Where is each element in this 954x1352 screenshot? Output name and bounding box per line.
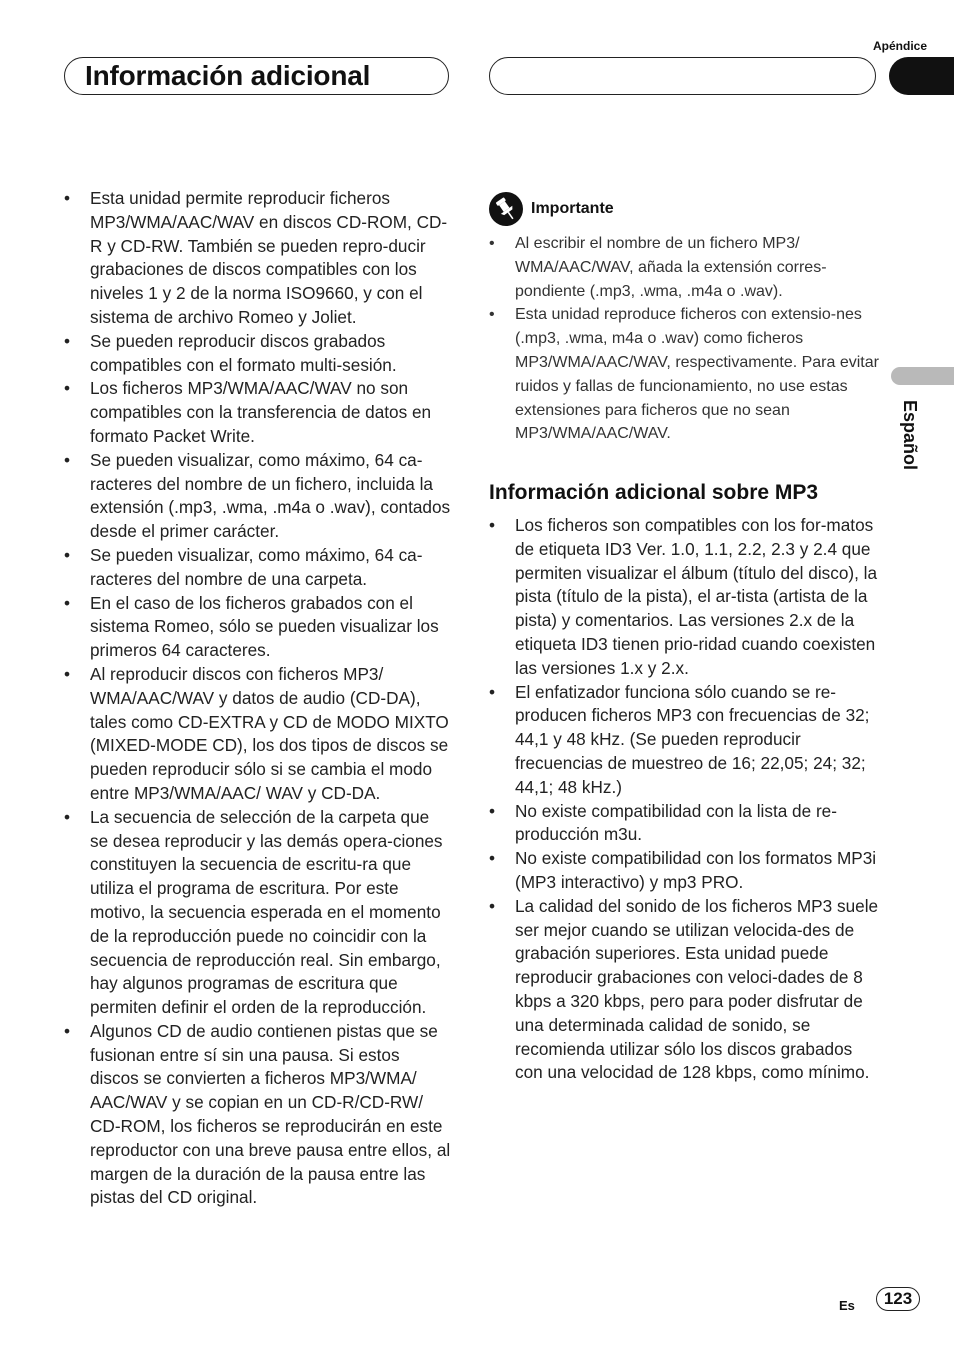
language-label: Español [900, 400, 920, 471]
section-label: Apéndice [872, 39, 927, 53]
list-item: • No existe compatibilidad con los formatos MP3i (MP3 interactivo) y mp3 PRO. [489, 847, 881, 895]
list-item: • Se pueden visualizar, como máximo, 64 ca-racteres del nombre de un fichero, incluida la extensión (.mp3, .wma, .m4a o .wav), contados desde el primer carácter. [64, 449, 452, 544]
mp3-bullet-list [489, 514, 881, 1085]
list-item: • Los ficheros MP3/WMA/AAC/WAV no son compatibles con la transferencia de datos en formato Packet Write. [64, 377, 452, 448]
header-empty-frame [489, 57, 876, 95]
important-notes [489, 232, 879, 446]
list-item: • El enfatizador funciona sólo cuando se re-producen ficheros MP3 con frecuencias de 32; 44,1 y 48 kHz. (Se pueden reproducir frecuencias de muestreo de 16; 22,05; 24; 32; 44,1; 48 kHz.) [489, 681, 881, 800]
list-item: • Al reproducir discos con ficheros MP3/ WMA/AAC/WAV y datos de audio (CD-DA), tales como CD-EXTRA y CD de MODO MIXTO (MIXED-MODE CD), los dos tipos de discos se pueden reproducir sólo si se cambia el modo entre MP3/WMA/AAC/ WAV y CD-DA. [64, 663, 452, 806]
list-item: • Esta unidad reproduce ficheros con extensio-nes (.mp3, .wma, m4a o .wav) como ficheros MP3/WMA/AAC/WAV, respectivamente. Para evitar ruidos y fallas de funcionamiento, no use estas extensiones para ficheros que no sean MP3/WMA/AAC/WAV. [489, 303, 879, 446]
list-item: • Al escribir el nombre de un fichero MP3/ WMA/AAC/WAV, añada la extensión corres-pondiente (.mp3, .wma, .m4a o .wav). [489, 232, 879, 303]
mp3-section [489, 514, 881, 1085]
language-sidebar [898, 400, 922, 490]
list-item: • No existe compatibilidad con la lista de re-producción m3u. [489, 800, 881, 848]
list-item: • Se pueden visualizar, como máximo, 64 ca-racteres del nombre de una carpeta. [64, 544, 452, 592]
list-item: • La calidad del sonido de los ficheros MP3 suele ser mejor cuando se utilizan velocida-des de grabación superiores. Esta unidad puede reproducir grabaciones con veloci-dades de 8 kbps a 320 kbps, pero para poder disfrutar de una determinada calidad de sonido, se recomienda utilizar sólo los discos grabados con una velocidad de 128 kbps, como mínimo. [489, 895, 881, 1085]
list-item: • Esta unidad permite reproducir ficheros MP3/WMA/AAC/WAV en discos CD-ROM, CD-R y CD-RW. También se pueden repro-ducir grabaciones de discos compatibles con los niveles 1 y 2 de la norma ISO9660, y con el sistema de archivo Romeo y Joliet. [64, 187, 452, 330]
header-tab-marker [889, 57, 954, 95]
list-item: • En el caso de los ficheros grabados con el sistema Romeo, sólo se pueden visualizar los primeros 64 caracteres. [64, 592, 452, 663]
page-number: 123 [876, 1287, 920, 1311]
language-tab-marker [891, 367, 954, 385]
important-label: Importante [531, 200, 614, 217]
list-item: • La secuencia de selección de la carpeta que se desea reproducir y las demás opera-ciones constituyen la secuencia de escritu-ra que utiliza el programa de escritura. Por este motivo, la secuencia esperada en el momento de la reproducción puede no coincidir con la secuencia de reproducción real. Sin embargo, hay algunos programas de escritura que permiten definir el orden de la reproducción. [64, 806, 452, 1020]
pushpin-icon [489, 192, 523, 226]
list-item: • Algunos CD de audio contienen pistas que se fusionan entre sí sin una pausa. Si estos discos se convierten a ficheros MP3/WMA/ AAC/WAV y se copian en un CD-R/CD-RW/ CD-ROM, los ficheros se reproducirán en este reproductor con una breve pausa entre ellos, al margen de la duración de la pausa entre las pistas del CD original. [64, 1020, 452, 1210]
page-title: Información adicional [85, 60, 371, 91]
mp3-section-heading: Información adicional sobre MP3 [489, 481, 819, 504]
list-item: • Se pueden reproducir discos grabados compatibles con el formato multi-sesión. [64, 330, 452, 378]
important-bullet-list [489, 232, 879, 446]
left-column [64, 187, 452, 1210]
title-frame [64, 57, 449, 95]
footer-language-code: Es [839, 1298, 855, 1313]
list-item: • Los ficheros son compatibles con los for-matos de etiqueta ID3 Ver. 1.0, 1.1, 2.2, 2.3 y 2.4 que permiten visualizar el álbum (título del disco), la pista (título de la pista), el ar-tista (artista de la pista) y comentarios. Las versiones 2.x de la etiqueta ID3 tienen prio-ridad cuando coexisten las versiones 1.x y 2.x. [489, 514, 881, 681]
left-bullet-list [64, 187, 452, 1210]
